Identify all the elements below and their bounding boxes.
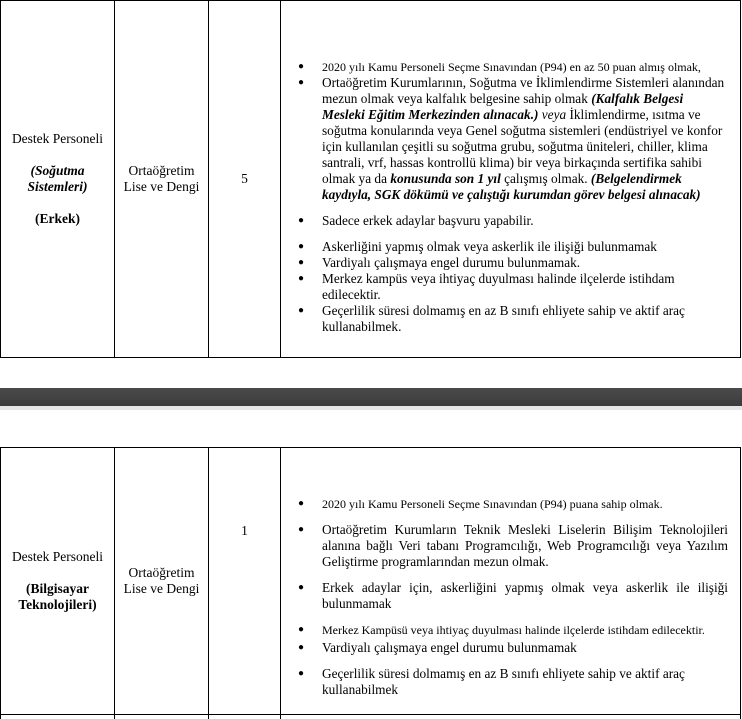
next-row-cell	[281, 715, 741, 719]
requirement-text: Erkek adaylar için, askerliğini yapmış olmak veya askerlik ile ilişiği bulunmamak	[322, 580, 728, 611]
requirement-text: Sadece erkek adaylar başvuru yapabilir.	[322, 212, 534, 228]
list-item	[286, 59, 728, 75]
bullet-icon: ●	[298, 668, 305, 679]
position-title: Destek Personeli	[11, 131, 104, 146]
requirements-cell	[281, 1, 741, 358]
requirement-text: Merkez Kampüsü veya ihtiyaç duyulması halinde ilçelerde istihdam edilecektir.	[322, 623, 705, 637]
position-specialty: (Soğutma Sistemleri)	[27, 163, 88, 194]
count-cell: 5	[209, 1, 281, 358]
education-cell: Ortaöğretim Lise ve Dengi	[115, 448, 209, 715]
section-divider	[0, 388, 742, 406]
requirement-segment: İklimlendirme, ısıtma ve soğutma konularında veya Genel soğutma sistemleri (endüstriyel ve konfor için kullanılan çeşitli su soğutma grubu, soğutma üniteleri, chiller, klima santrali, vrf, hassas kontrollü klima) bir veya birkaçında sertifika sahibi olmak ya da	[322, 106, 723, 186]
table-row	[1, 715, 741, 719]
bullet-icon: ●	[298, 214, 305, 226]
requirement-text: Askerliğini yapmış olmak veya askerlik ile ilişiği bulunmamak	[322, 238, 657, 254]
bullet-icon: ●	[298, 256, 305, 268]
next-row-cell	[115, 715, 209, 719]
requirements-list	[286, 59, 728, 335]
requirement-text: Vardiyalı çalışmaya engel durumu bulunmamak.	[322, 254, 581, 270]
bullet-icon: ●	[298, 498, 305, 509]
count-value: 1	[241, 523, 248, 538]
requirement-segment: çalışmış olmak.	[500, 170, 591, 186]
requirement-text: Ortaöğretim Kurumların Teknik Mesleki Liselerin Bilişim Teknolojileri alanına bağlı Veri tabanı Programcılığı, Web Programcılığı veya Yazılım Geliştirme programlarından mezun olmak.	[322, 522, 728, 569]
bullet-icon: ●	[298, 272, 305, 284]
next-row-cell	[209, 715, 281, 719]
bullet-icon: ●	[298, 582, 305, 593]
list-item	[286, 303, 728, 335]
requirements-list	[286, 496, 728, 698]
list-item	[286, 666, 728, 698]
list-item	[286, 640, 728, 656]
bullet-icon: ●	[298, 76, 305, 88]
list-item	[286, 496, 728, 512]
list-item	[286, 255, 728, 271]
bullet-icon: ●	[298, 624, 305, 635]
list-item	[286, 522, 728, 570]
bullet-icon: ●	[298, 642, 305, 653]
table-row	[1, 1, 741, 358]
requirement-text: 2020 yılı Kamu Personeli Seçme Sınavından (P94) puana sahip olmak.	[322, 497, 663, 511]
requirement-text: Geçerlilik süresi dolmamış en az B sınıfı ehliyete sahip ve aktif araç kullanabilmek	[322, 666, 685, 697]
requirement-segment-emphasis: (Kalfalık Belgesi Mesleki Eğitim Merkezinden alınacak.)	[322, 90, 684, 122]
job-table-computer	[0, 447, 741, 719]
table-row	[1, 448, 741, 715]
position-cell	[1, 448, 115, 715]
job-table-cooling	[0, 0, 741, 358]
list-item	[286, 580, 728, 612]
bullet-icon: ●	[298, 524, 305, 535]
position-title: Destek Personeli	[11, 549, 104, 564]
list-item	[286, 239, 728, 255]
requirement-text: 2020 yılı Kamu Personeli Seçme Sınavından (P94) en az 50 puan almış olmak,	[322, 59, 701, 74]
position-gender: (Erkek)	[35, 211, 80, 226]
requirement-segment-italic: veya	[538, 106, 567, 122]
list-item	[286, 271, 728, 303]
requirements-cell	[281, 448, 741, 715]
position-specialty: (Bilgisayar Teknolojileri)	[18, 581, 97, 612]
requirement-text: Merkez kampüs veya ihtiyaç duyulması halinde ilçelerde istihdam edilecektir.	[322, 270, 675, 302]
requirement-text	[322, 75, 724, 202]
position-cell	[1, 1, 115, 358]
education-cell: Ortaöğretim Lise ve Dengi	[115, 1, 209, 358]
count-cell	[209, 448, 281, 715]
bullet-icon: ●	[298, 240, 305, 252]
requirement-segment-emphasis: (Belgelendirmek kaydıyla, SGK dökümü ve çalıştığı kurumdan görev belgesi alınacak)	[322, 170, 701, 202]
requirement-segment-emphasis: konusunda son 1 yıl	[390, 170, 501, 186]
list-item	[286, 622, 728, 638]
next-row-cell	[1, 715, 115, 719]
requirement-text: Vardiyalı çalışmaya engel durumu bulunmamak	[322, 640, 577, 655]
requirement-segment: Ortaöğretim Kurumlarının, Soğutma ve İklimlendirme Sistemleri alanından mezun olmak veya kalfalık belgesine sahip olmak	[322, 74, 725, 106]
list-item	[286, 75, 728, 203]
bullet-icon: ●	[298, 304, 305, 316]
section-divider-shadow	[0, 406, 742, 410]
list-item	[286, 213, 728, 229]
bullet-icon: ●	[298, 60, 305, 72]
requirement-text: Geçerlilik süresi dolmamış en az B sınıfı ehliyete sahip ve aktif araç kullanabilmek.	[322, 302, 685, 334]
